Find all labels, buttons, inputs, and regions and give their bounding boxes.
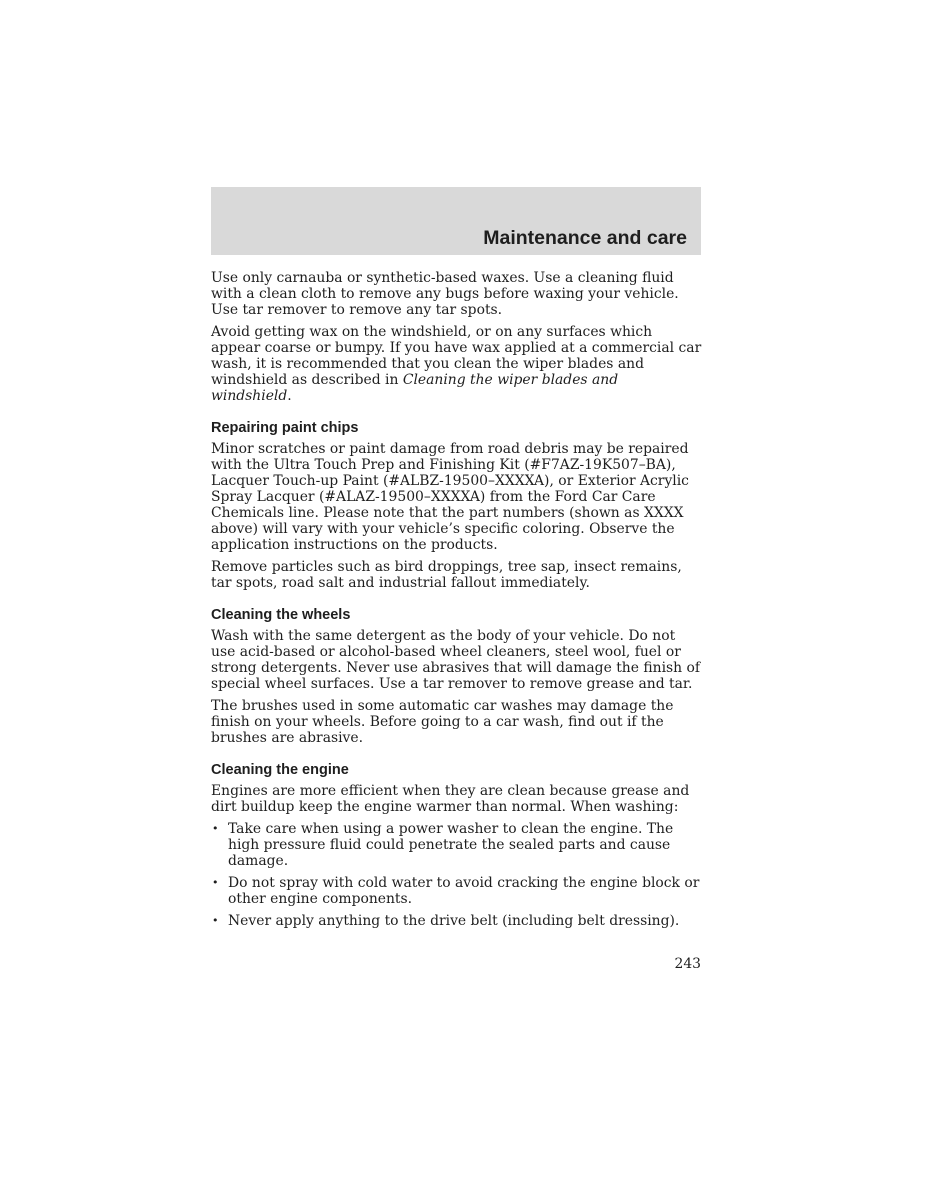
section-header-band [211, 187, 701, 255]
bullet-icon: • [212, 822, 219, 835]
list-item [211, 875, 703, 907]
engine-intro-paragraph: Engines are more efficient when they are clean because grease and dirt buildup keep the engine warmer than normal. When washing: [211, 783, 690, 815]
list-item-text: Never apply anything to the drive belt (including belt dressing). [228, 913, 680, 929]
list-item [211, 821, 703, 869]
list-item-text: Do not spray with cold water to avoid cracking the engine block or other engine components. [228, 875, 700, 907]
page-number: 243 [674, 956, 701, 972]
section-title: Maintenance and care [483, 227, 687, 249]
list-item [211, 913, 703, 929]
wheels-heading: Cleaning the wheels [211, 607, 351, 623]
bullet-icon: • [212, 876, 219, 889]
bullet-icon: • [212, 914, 219, 927]
list-item-text: Take care when using a power washer to clean the engine. The high pressure fluid could penetrate the sealed parts and cause damage. [228, 821, 674, 869]
wheels-detergent-paragraph: Wash with the same detergent as the body of your vehicle. Do not use acid-based or alcohol-based wheel cleaners, steel wool, fuel or strong detergents. Never use abrasives that will damage the finish of special wheel surfaces. Use a tar remover to remove grease and tar. [211, 628, 701, 692]
wheels-brushes-paragraph: The brushes used in some automatic car washes may damage the finish on your wheels. Before going to a car wash, find out if the brushes are abrasive. [211, 698, 674, 746]
page-content [211, 270, 703, 935]
engine-heading: Cleaning the engine [211, 762, 349, 778]
wax-paragraph: Use only carnauba or synthetic-based waxes. Use a cleaning fluid with a clean cloth to remove any bugs before waxing your vehicle. Use tar remover to remove any tar spots. [211, 270, 679, 318]
windshield-wax-paragraph [211, 324, 703, 404]
engine-bullet-list [211, 821, 703, 929]
cross-reference-link-text: Cleaning the wiper blades and windshield [211, 372, 619, 404]
paint-chips-heading: Repairing paint chips [211, 420, 359, 436]
particles-paragraph: Remove particles such as bird droppings, tree sap, insect remains, tar spots, road salt and industrial fallout immediately. [211, 559, 682, 591]
windshield-wax-text: Avoid getting wax on the windshield, or on any surfaces which appear coarse or bumpy. If you have wax applied at a commercial car wash, it is recommended that you clean the wiper blades and windshield as described in [211, 324, 702, 388]
sentence-end: . [287, 388, 292, 404]
paint-chips-paragraph: Minor scratches or paint damage from road debris may be repaired with the Ultra Touch Prep and Finishing Kit (#F7AZ-19K507–BA), Lacquer Touch-up Paint (#ALBZ-19500–XXXXA), or Exterior Acrylic Spray Lacquer (#ALAZ-19500–XXXXA) from the Ford Car Care Chemicals line. Please note that the part numbers (shown as XXXX above) will vary with your vehicle’s specific coloring. Observe the application instructions on the products. [211, 441, 689, 553]
